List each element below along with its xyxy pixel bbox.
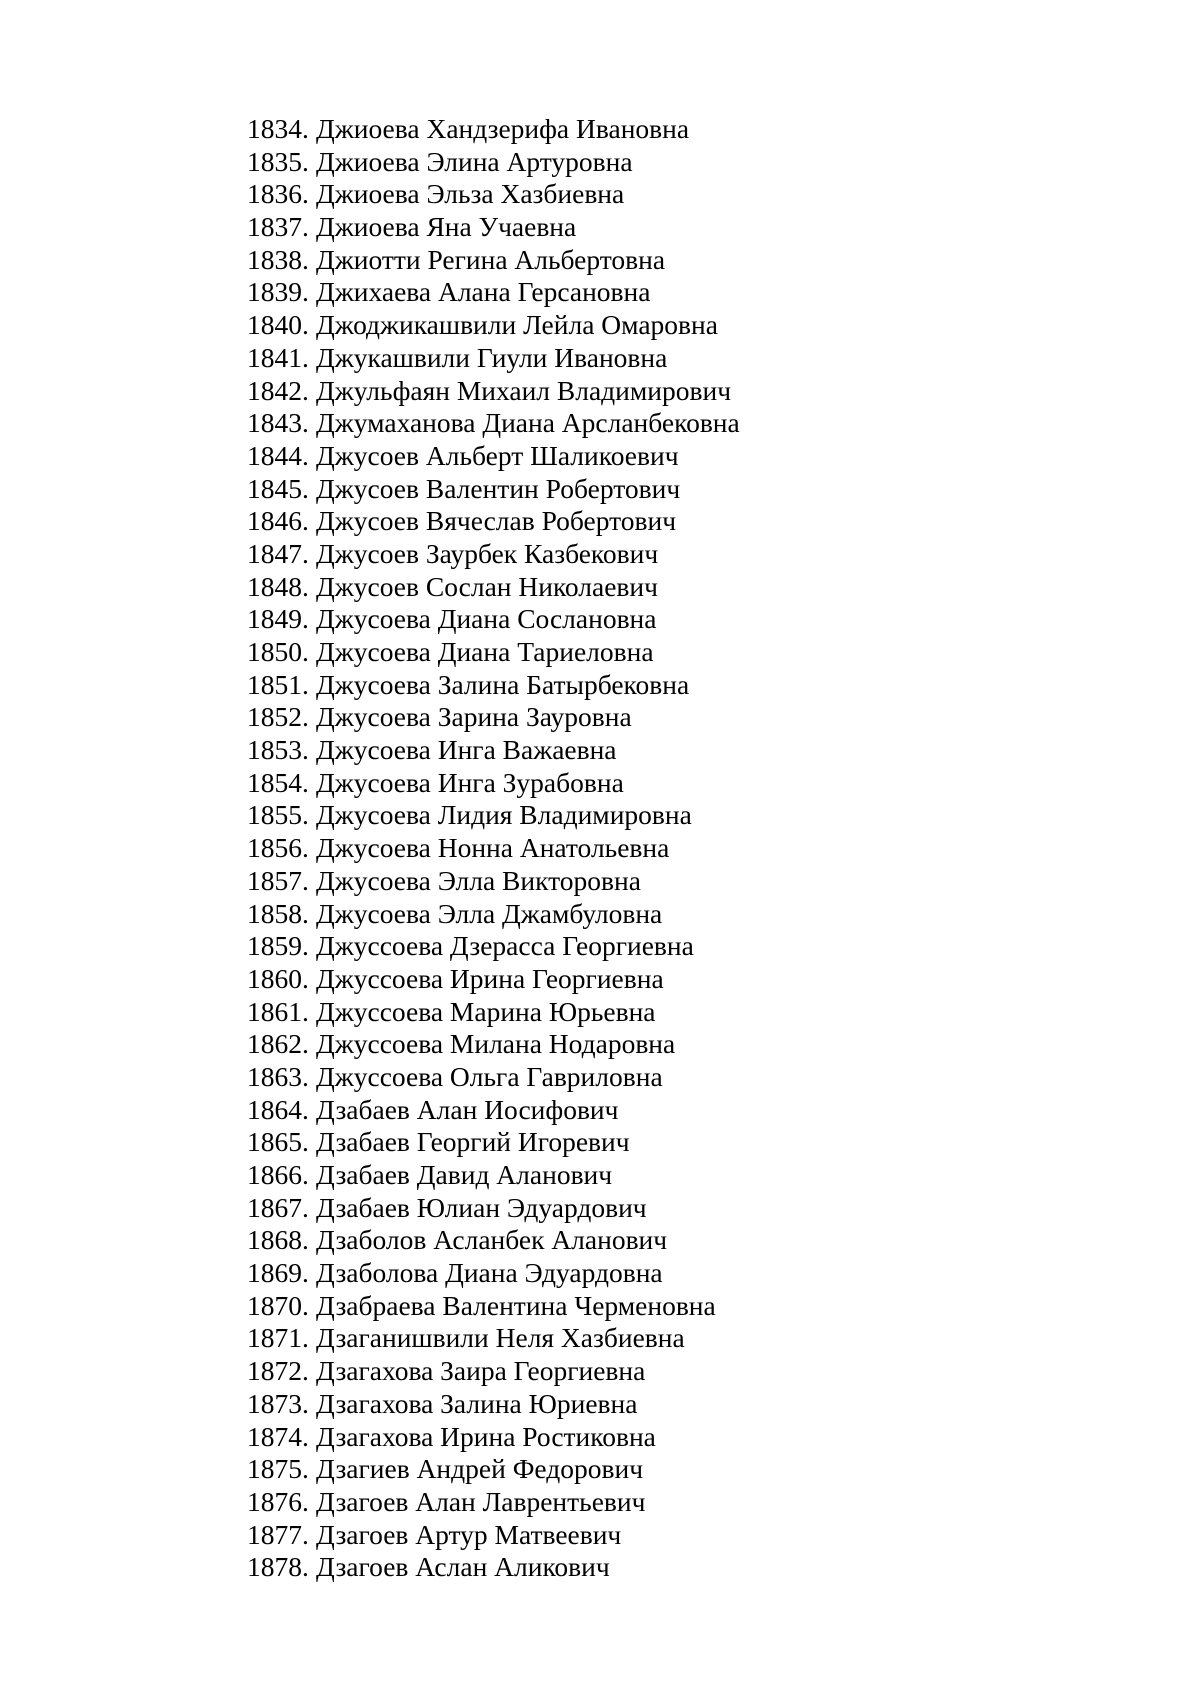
list-item: [247, 113, 740, 146]
entry-number: 1844.: [247, 439, 309, 471]
list-item: [247, 473, 740, 506]
entry-name: Джихаева Алана Герсановна: [316, 276, 651, 308]
list-item: [247, 571, 740, 604]
list-item: [247, 244, 740, 277]
entry-name: Джуссоева Ольга Гавриловна: [316, 1060, 663, 1092]
entry-number: 1845.: [247, 472, 309, 504]
entry-number: 1868.: [247, 1224, 309, 1256]
entry-name: Джуссоева Марина Юрьевна: [316, 995, 656, 1027]
entry-number: 1857.: [247, 864, 309, 896]
list-item: [247, 734, 740, 767]
list-item: [247, 211, 740, 244]
entry-name: Дзагоев Алан Лаврентьевич: [316, 1485, 646, 1517]
list-item: [247, 1453, 740, 1486]
entry-number: 1835.: [247, 145, 309, 177]
entry-number: 1856.: [247, 832, 309, 864]
entry-number: 1855.: [247, 799, 309, 831]
list-item: [247, 505, 740, 538]
entry-number: 1834.: [247, 113, 309, 144]
entry-name: Дзагахова Залина Юриевна: [316, 1387, 638, 1419]
entry-name: Дзабаев Георгий Игоревич: [316, 1126, 630, 1158]
list-item: [247, 767, 740, 800]
list-item: [247, 1486, 740, 1519]
list-item: [247, 1519, 740, 1552]
list-item: [247, 276, 740, 309]
entry-name: Джусоева Зарина Зауровна: [316, 701, 632, 733]
entry-number: 1870.: [247, 1289, 309, 1321]
list-item: [247, 1388, 740, 1421]
entry-number: 1843.: [247, 407, 309, 439]
entry-number: 1861.: [247, 995, 309, 1027]
entry-name: Джуссоева Милана Нодаровна: [316, 1028, 676, 1060]
entry-name: Джусоева Диана Сослановна: [316, 603, 657, 635]
entry-name: Джусоева Нонна Анатольевна: [316, 832, 670, 864]
entry-name: Джусоев Сослан Николаевич: [316, 570, 658, 602]
list-item: [247, 799, 740, 832]
entry-number: 1874.: [247, 1420, 309, 1452]
entry-name: Джусоева Элла Джамбуловна: [316, 897, 663, 929]
entry-number: 1849.: [247, 603, 309, 635]
entry-number: 1873.: [247, 1387, 309, 1419]
list-item: [247, 603, 740, 636]
entry-number: 1866.: [247, 1159, 309, 1190]
entry-number: 1841.: [247, 341, 309, 373]
entry-number: 1872.: [247, 1355, 309, 1387]
entry-name: Дзагоев Аслан Аликович: [316, 1551, 610, 1583]
entry-number: 1853.: [247, 734, 309, 766]
entry-name: Дзаганишвили Неля Хазбиевна: [316, 1322, 685, 1354]
entry-number: 1867.: [247, 1191, 309, 1223]
entry-number: 1839.: [247, 276, 309, 308]
list-item: [247, 146, 740, 179]
list-item: [247, 1094, 740, 1127]
entry-name: Дзагиев Андрей Федорович: [316, 1453, 644, 1485]
name-list: [247, 113, 740, 1584]
entry-name: Джиоева Эльза Хазбиевна: [316, 178, 625, 210]
list-item: [247, 1421, 740, 1454]
list-item: [247, 407, 740, 440]
list-item: [247, 963, 740, 996]
entry-name: Джукашвили Гиули Ивановна: [316, 341, 668, 373]
entry-name: Джиоева Элина Артуровна: [316, 145, 633, 177]
entry-number: 1864.: [247, 1093, 309, 1125]
list-item: [247, 1322, 740, 1355]
entry-number: 1840.: [247, 309, 309, 341]
entry-name: Джусоев Валентин Робертович: [316, 472, 681, 504]
list-item: [247, 996, 740, 1029]
entry-number: 1847.: [247, 537, 309, 569]
list-item: [247, 440, 740, 473]
list-item: [247, 930, 740, 963]
list-item: [247, 1192, 740, 1225]
list-item: [247, 538, 740, 571]
list-item: [247, 1257, 740, 1290]
entry-name: Дзаболов Асланбек Аланович: [316, 1224, 668, 1256]
list-item: [247, 342, 740, 375]
entry-name: Джусоева Лидия Владимировна: [316, 799, 692, 831]
entry-number: 1875.: [247, 1453, 309, 1485]
entry-number: 1851.: [247, 668, 309, 700]
list-item: [247, 309, 740, 342]
entry-number: 1878.: [247, 1551, 309, 1583]
entry-name: Джиоева Яна Учаевна: [316, 211, 577, 243]
entry-number: 1858.: [247, 897, 309, 929]
entry-number: 1862.: [247, 1028, 309, 1060]
entry-name: Джумаханова Диана Арсланбековна: [316, 407, 740, 439]
list-item: [247, 1061, 740, 1094]
entry-number: 1850.: [247, 636, 309, 667]
entry-number: 1876.: [247, 1485, 309, 1517]
entry-number: 1836.: [247, 178, 309, 210]
entry-number: 1863.: [247, 1060, 309, 1092]
entry-name: Дзабраева Валентина Черменовна: [316, 1289, 716, 1321]
entry-number: 1846.: [247, 505, 309, 537]
entry-number: 1869.: [247, 1257, 309, 1289]
entry-number: 1842.: [247, 374, 309, 406]
entry-name: Дзабаев Юлиан Эдуардович: [316, 1191, 647, 1223]
entry-number: 1852.: [247, 701, 309, 733]
list-item: [247, 1028, 740, 1061]
entry-number: 1838.: [247, 243, 309, 275]
list-item: [247, 1290, 740, 1323]
entry-name: Дзагахова Заира Георгиевна: [316, 1355, 646, 1387]
list-item: [247, 1355, 740, 1388]
entry-name: Джусоев Заурбек Казбекович: [316, 537, 659, 569]
entry-name: Джуссоева Дзерасса Георгиевна: [316, 930, 694, 962]
entry-name: Джуссоева Ирина Георгиевна: [316, 962, 664, 994]
list-item: [247, 1551, 740, 1584]
entry-name: Джусоева Элла Викторовна: [316, 864, 641, 896]
entry-name: Джусоева Диана Тариеловна: [316, 636, 654, 667]
list-item: [247, 375, 740, 408]
entry-number: 1877.: [247, 1518, 309, 1550]
list-item: [247, 701, 740, 734]
list-item: [247, 636, 740, 669]
entry-number: 1871.: [247, 1322, 309, 1354]
entry-number: 1865.: [247, 1126, 309, 1158]
entry-name: Джусоева Залина Батырбековна: [316, 668, 690, 700]
entry-number: 1859.: [247, 930, 309, 962]
entry-number: 1860.: [247, 962, 309, 994]
list-item: [247, 1224, 740, 1257]
entry-name: Джусоева Инга Зурабовна: [316, 766, 624, 798]
entry-name: Джоджикашвили Лейла Омаровна: [316, 309, 718, 341]
list-item: [247, 1126, 740, 1159]
entry-name: Дзаболова Диана Эдуардовна: [316, 1257, 663, 1289]
entry-number: 1837.: [247, 211, 309, 243]
list-item: [247, 898, 740, 931]
entry-name: Дзабаев Алан Иосифович: [316, 1093, 619, 1125]
list-item: [247, 865, 740, 898]
entry-name: Джусоева Инга Важаевна: [316, 734, 617, 766]
entry-name: Джусоев Альберт Шаликоевич: [316, 439, 679, 471]
entry-name: Дзагоев Артур Матвеевич: [316, 1518, 622, 1550]
entry-number: 1854.: [247, 766, 309, 798]
list-item: [247, 1159, 740, 1192]
entry-name: Джиотти Регина Альбертовна: [316, 243, 666, 275]
entry-name: Джиоева Хандзерифа Ивановна: [316, 113, 690, 144]
list-item: [247, 669, 740, 702]
entry-number: 1848.: [247, 570, 309, 602]
entry-name: Дзабаев Давид Аланович: [316, 1159, 613, 1190]
entry-name: Джульфаян Михаил Владимирович: [316, 374, 732, 406]
entry-name: Джусоев Вячеслав Робертович: [316, 505, 677, 537]
entry-name: Дзагахова Ирина Ростиковна: [316, 1420, 656, 1452]
list-item: [247, 832, 740, 865]
list-item: [247, 178, 740, 211]
